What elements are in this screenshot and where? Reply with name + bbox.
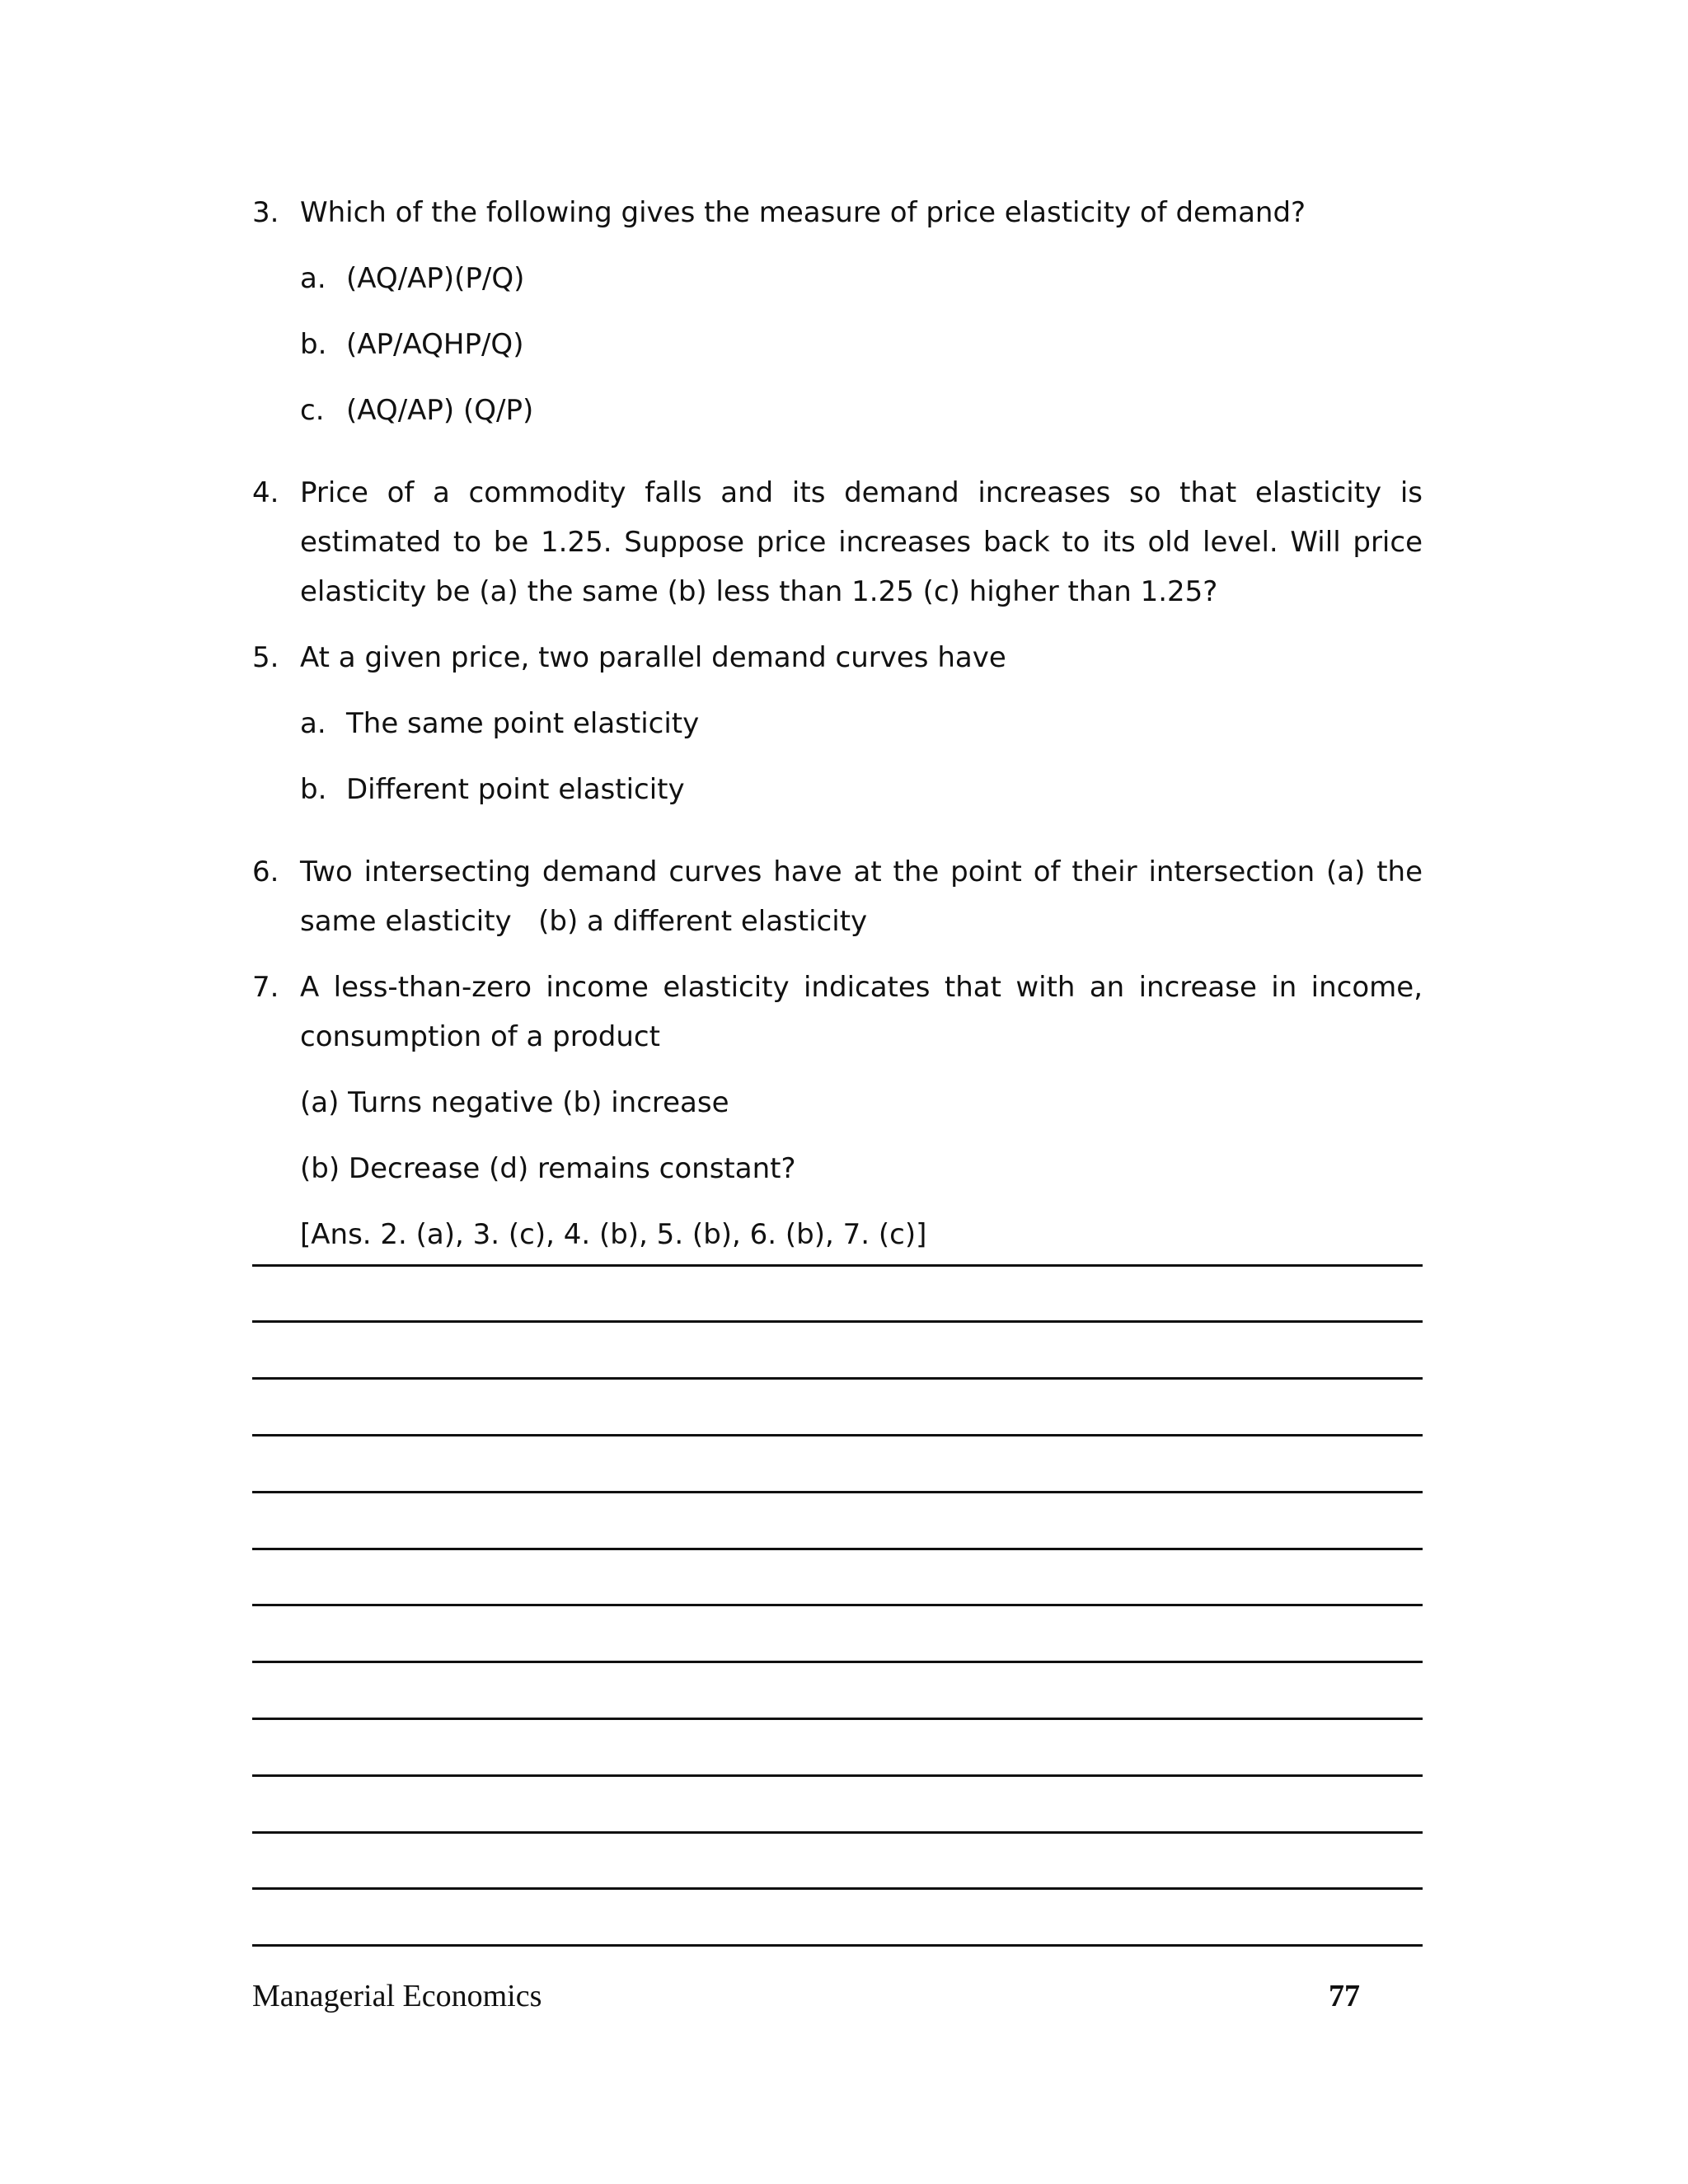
question-number: 4. [252,476,279,509]
note-line [252,1887,1423,1890]
question-4 [252,468,1423,616]
question-text: Two intersecting demand curves have at the point of their intersection (a) the same elasticity (b) a different elasticity [300,855,1423,938]
option-b [300,765,1423,814]
option-letter: b. [300,328,327,361]
footer-title: Managerial Economics [252,1979,542,2013]
note-line [252,1661,1423,1663]
option-letter: b. [300,773,327,806]
option-letter: a. [300,707,326,740]
option-text: Different point elasticity [346,773,685,806]
note-line [252,1264,1423,1267]
option-a [300,699,1423,748]
question-text: A less-than-zero income elasticity indicates that with an increase in income, consumption of a product [300,971,1423,1053]
question-7 [252,963,1423,1276]
note-line [252,1434,1423,1436]
option-line-1: (a) Turns negative (b) increase [300,1086,729,1119]
question-number: 3. [252,196,279,229]
option-text: (AP/AQHP/Q) [346,328,524,361]
option-text: (AQ/AP) (Q/P) [346,394,534,427]
question-5 [252,633,1423,831]
question-number: 6. [252,855,279,888]
note-line [252,1944,1423,1947]
note-line [252,1491,1423,1493]
option-a [300,254,1423,303]
answer-key: [Ans. 2. (a), 3. (c), 4. (b), 5. (b), 6. (b), 7. (c)] [300,1218,927,1251]
note-line [252,1718,1423,1720]
note-line [252,1831,1423,1834]
question-number: 7. [252,971,279,1004]
page-number: 77 [1329,1979,1360,2013]
option-c [300,386,1423,435]
note-line [252,1604,1423,1606]
option-b [300,320,1423,369]
option-letter: c. [300,394,325,427]
question-number: 5. [252,641,279,674]
option-line-2: (b) Decrease (d) remains constant? [300,1152,796,1185]
option-text: The same point elasticity [346,707,700,740]
note-line [252,1774,1423,1777]
question-3 [252,188,1423,452]
question-text: At a given price, two parallel demand curves have [300,641,1006,674]
note-line [252,1548,1423,1550]
question-text: Price of a commodity falls and its demand increases so that elasticity is estimated to be 1.25. Suppose price increases back to its old level. Will price elasticity be (a) the same (b) less than 1.25 (c) higher than 1.25? [300,476,1423,608]
option-letter: a. [300,262,326,295]
note-line [252,1377,1423,1380]
question-text: Which of the following gives the measure of price elasticity of demand? [300,196,1306,229]
note-line [252,1320,1423,1323]
option-text: (AQ/AP)(P/Q) [346,262,525,295]
question-6 [252,847,1423,946]
questions-section [252,188,1423,1292]
